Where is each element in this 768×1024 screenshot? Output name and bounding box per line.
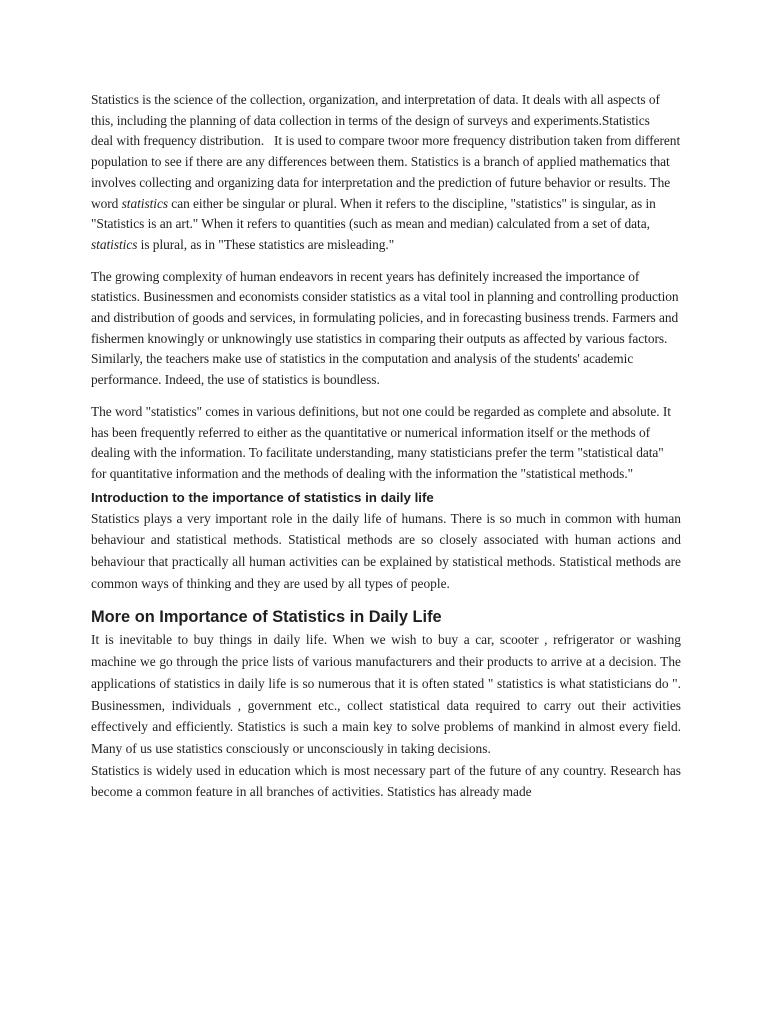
paragraph-text: can either be singular or plural. When it refers to the discipline, "statistics" is singular, as in "Statistics is an art." When it refers to quantities (such as mean and median) calculated from a set of data, [91,195,656,232]
paragraph-definition [91,90,681,256]
paragraph-education: Statistics is widely used in education which is most necessary part of the future of any country. Research has become a common feature in all branches of activities. Statistics has already made [91,762,681,800]
italic-term: statistics [121,195,168,211]
paragraph-text: Statistics is the science of the collection, organization, and interpretation of data. It deals with all aspects of this, including the planning of data collection in terms of the design of surveys and experiments.Statistics deal with frequency distribution. It is used to compare twoor more frequency distribution taken from different population to see if there are any differences between them. Statistics is a branch of applied mathematics that involves collecting and organizing data for interpretation and the prediction of future behavior or results. The word [91,92,681,211]
document-page [91,90,681,803]
paragraph-complexity: The growing complexity of human endeavors in recent years has definitely increased the importance of statistics. Businessmen and economists consider statistics as a vital tool in planning and controlling production and distribution of goods and services, in formulating policies, and in forecasting business trends. Farmers and fishermen knowingly or unknowingly use statistics in comparing their outputs as affected by various factors. Similarly, the teachers make use of statistics in the computation and analysis of the students' academic performance. Indeed, the use of statistics is boundless. [91,268,679,388]
paragraph-daily-life: It is inevitable to buy things in daily life. When we wish to buy a car, scooter , refrigerator or washing machine we go through the price lists of various manufacturers and their products to arrive at a decision. The applications of statistics in daily life is so numerous that it is often stated " statistics is what statisticians do ". Businessmen, individuals , government etc., collect statistical data required to carry out their activities effectively and efficiently. Statistics is such a main key to solve problems of mankind in almost every field. Many of us use statistics consciously or unconsciously in taking decisions. [91,632,681,756]
paragraph-word-statistics: The word "statistics" comes in various definitions, but not one could be regarded as complete and absolute. It has been frequently referred to either as the quantitative or numerical information itself or the methods of dealing with the information. To facilitate understanding, many statisticians prefer the term "statistical data" for quantitative information and the methods of dealing with the information the "statistical methods." [91,403,671,481]
paragraph-introduction: Statistics plays a very important role in the daily life of humans. There is so much in common with human behaviour and statistical methods. Statistical methods are so closely associated with human actions and behaviour that practically all human activities can be explained by statistical methods. Statistical methods are common ways of thinking and they are used by all types of people. [91,510,681,591]
heading-more-importance: More on Importance of Statistics in Daily Life [91,608,442,627]
paragraph-text: is plural, as in "These statistics are misleading." [137,236,395,252]
italic-term: statistics [91,236,138,252]
heading-introduction: Introduction to the importance of statistics in daily life [91,489,434,505]
